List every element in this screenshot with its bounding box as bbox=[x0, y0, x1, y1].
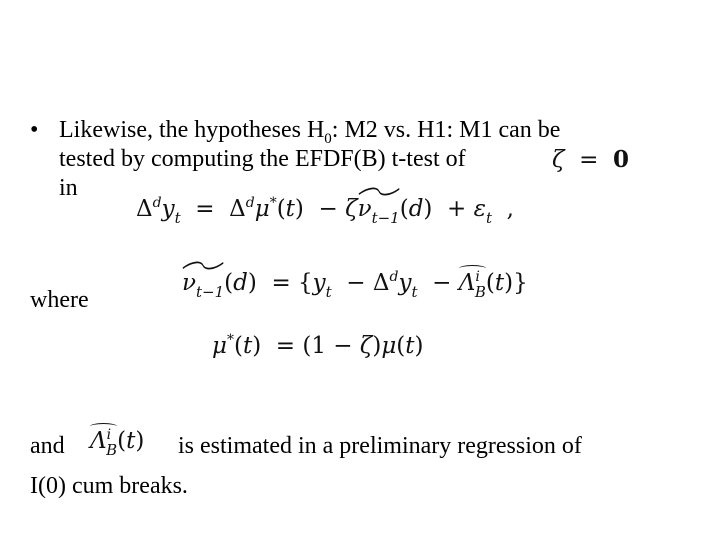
equation-2: $\nu_{t-1}(d) = \{y_t - \Delta^dy_t - \Lambda^i_B(t)\}$ bbox=[182, 270, 528, 296]
lambda-hat-inline-formula: $\Lambda^i_B(t)$ bbox=[90, 427, 145, 459]
and-label: and bbox=[30, 433, 65, 459]
line1-post: : M2 vs. H1: M1 can be bbox=[331, 117, 561, 143]
bullet-icon: • bbox=[30, 117, 39, 143]
equation-3: μ*(t) = (1 − ζ)μ(t) bbox=[212, 332, 424, 359]
zeta-equals-zero-formula: ζ = 0 bbox=[552, 146, 629, 173]
h0-subscript: 0 bbox=[324, 130, 332, 147]
line1-pre: Likewise, the hypotheses H bbox=[59, 117, 325, 143]
paragraph-line-2: tested by computing the EFDF(B) t-test of bbox=[59, 146, 466, 172]
where-label: where bbox=[30, 287, 89, 313]
paragraph-line-3: in bbox=[59, 175, 78, 201]
closing-line-1: is estimated in a preliminary regression of bbox=[178, 433, 582, 459]
equation-1: $\Delta^dy_t = \Delta^d\mu^*(t) - \zeta$ $\nu_{t-1}(d) + \varepsilon_t$ , bbox=[136, 196, 514, 222]
closing-line-2: I(0) cum breaks. bbox=[30, 473, 188, 499]
